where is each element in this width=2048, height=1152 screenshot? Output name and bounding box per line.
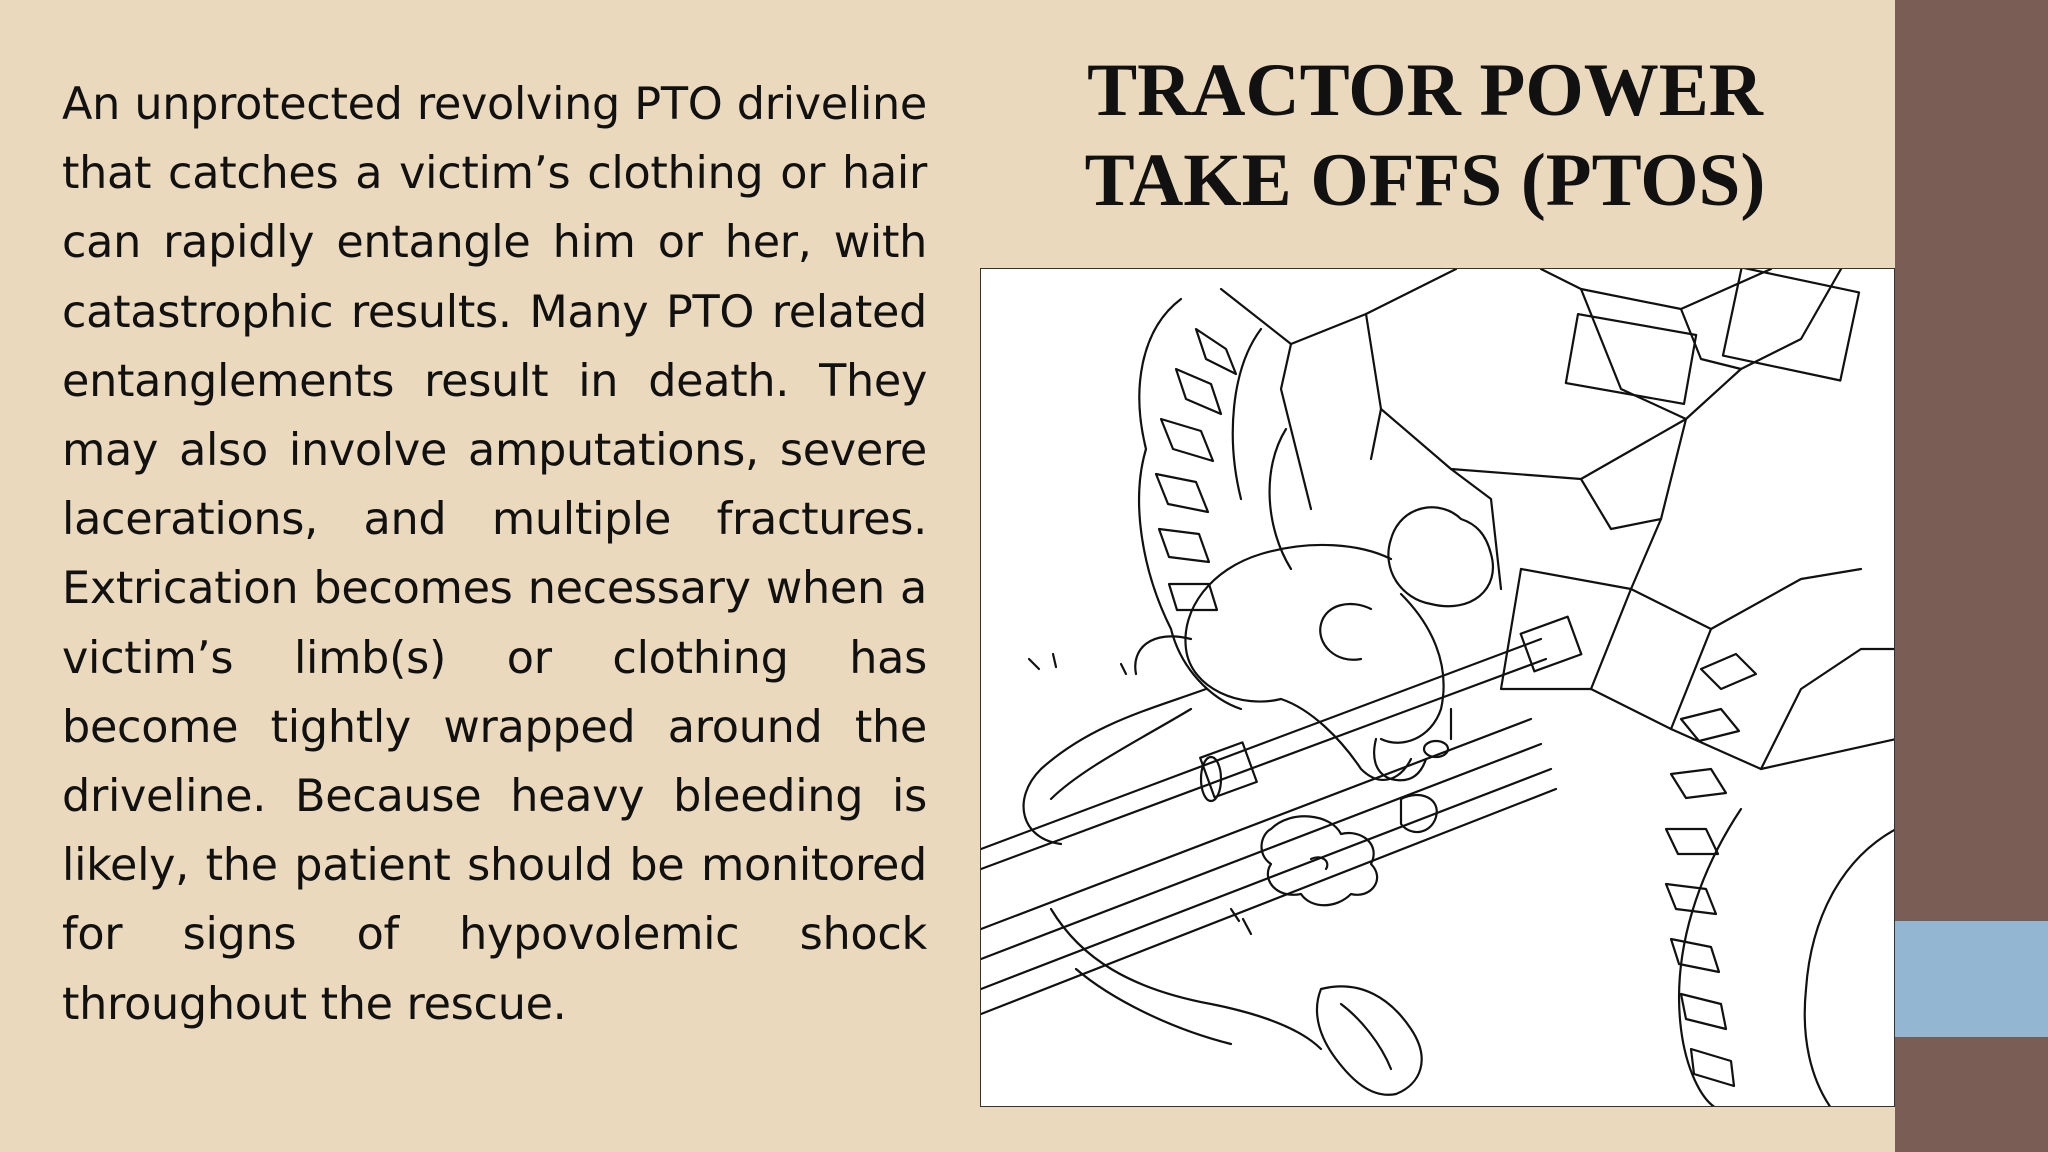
pto-entanglement-illustration [980,268,1895,1107]
title-line-1: TRACTOR POWER [1087,49,1763,132]
slide-title [985,46,1865,226]
body-paragraph: An unprotected revolving PTO driveline that catches a victim’s clothing or hair can rapidly entangle him or her, with catastrophic results. Many PTO related entanglements result in death. They may also involve amputations, severe lacerations, and multiple fractures. Extrication becomes necessary when a victim’s limb(s) or clothing has become tightly wrapped around the driveline. Because heavy bleeding is likely, the patient should be monitored for signs of hypovolemic shock throughout the rescue. [62,79,927,1030]
title-line-2: TAKE OFFS (PTOS) [1084,139,1766,222]
pto-entanglement-drawing-icon [981,269,1895,1107]
sidebar-accent-block [1895,921,2048,1037]
